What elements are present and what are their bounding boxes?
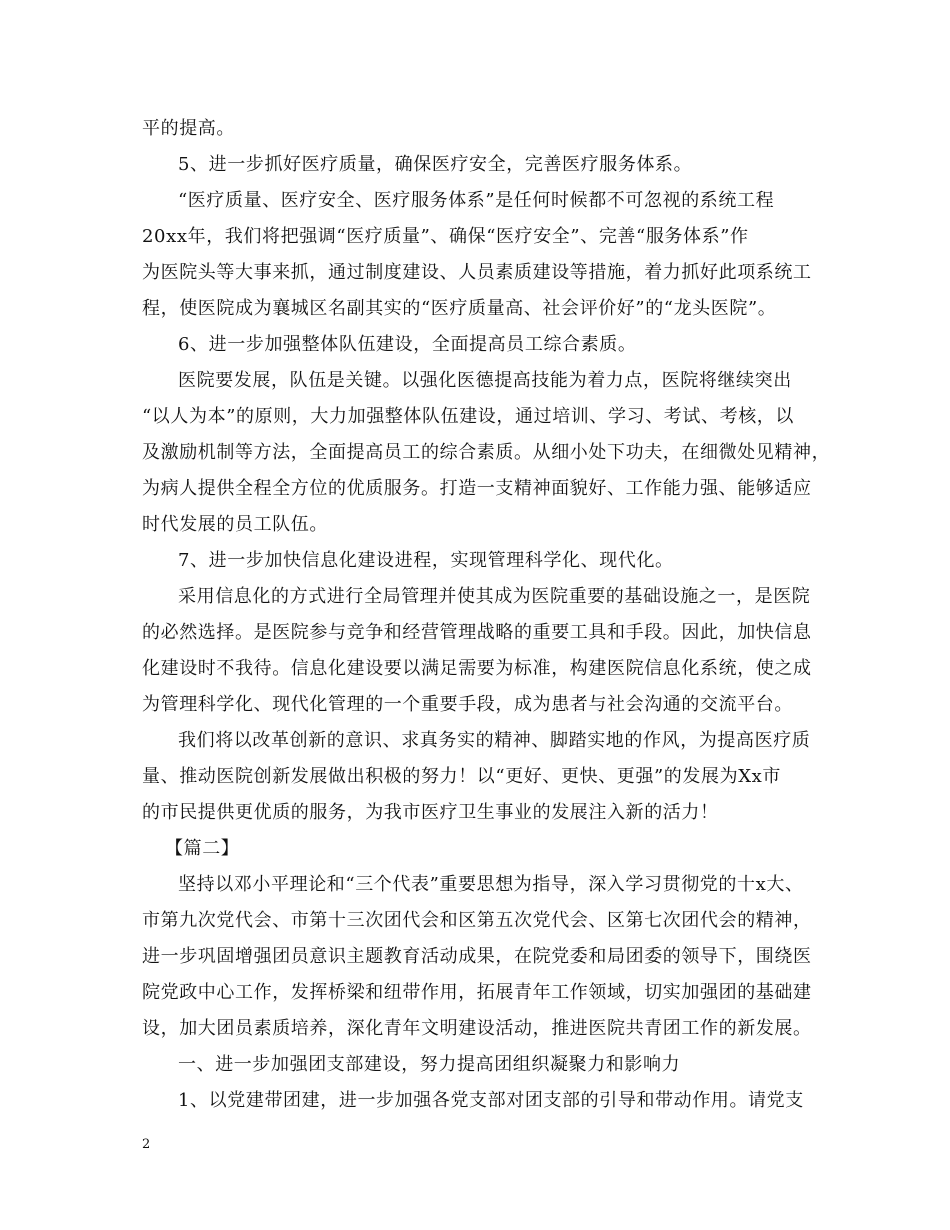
text-line: “医疗质量、医疗安全、医疗服务体系”是任何时候都不可忽视的系统工程 xyxy=(178,190,775,211)
text-line: 程，使医院成为襄城区名副其实的“医疗质量高、社会评价好”的“龙头医院”。 xyxy=(142,298,777,319)
text-line: 采用信息化的方式进行全局管理并使其成为医院重要的基础设施之一，是医院 xyxy=(178,586,811,607)
text-line: “以人为本”的原则，大力加强整体队伍建设，通过培训、学习、考试、考核，以 xyxy=(142,406,795,427)
text-line: 平的提高。 xyxy=(142,118,235,139)
text-line: 为管理科学化、现代化管理的一个重要手段，成为患者与社会沟通的交流平台。 xyxy=(142,694,793,715)
text-line: 我们将以改革创新的意识、求真务实的精神、脚踏实地的作风，为提高医疗质 xyxy=(178,730,811,751)
text-line: 医院要发展，队伍是关键。以强化医德提高技能为着力点，医院将继续突出 xyxy=(178,370,792,391)
text-line: 设，加大团员素质培养，深化青年文明建设活动，推进医院共青团工作的新发展。 xyxy=(142,1018,812,1039)
text-line: 市第九次党代会、市第十三次团代会和区第五次党代会、区第七次团代会的精神， xyxy=(142,910,812,931)
text-line: 时代发展的员工队伍。 xyxy=(142,514,328,535)
section-heading-5: 5、进一步抓好医疗质量，确保医疗安全，完善医疗服务体系。 xyxy=(178,154,693,175)
text-line: 的市民提供更优质的服务，为我市医疗卫生事业的发展注入新的活力！ xyxy=(142,802,719,823)
text-line: 化建设时不我待。信息化建设要以满足需要为标准，构建医院信息化系统，使之成 xyxy=(142,658,812,679)
text-line: 进一步巩固增强团员意识主题教育活动成果，在院党委和局团委的领导下，围绕医 xyxy=(142,946,812,967)
text-line: 为病人提供全程全方位的优质服务。打造一支精神面貌好、工作能力强、能够适应 xyxy=(142,478,812,499)
text-line: 20xx年，我们将把强调“医疗质量”、确保“医疗安全”、完善“服务体系”作 xyxy=(142,226,749,247)
text-line: 及激励机制等方法，全面提高员工的综合素质。从细小处下功夫，在细微处见精神， xyxy=(142,442,831,463)
section-heading-1: 一、进一步加强团支部建设，努力提高团组织凝聚力和影响力 xyxy=(178,1054,681,1075)
part-heading: 【篇二】 xyxy=(165,838,240,859)
text-line: 1、以党建带团建，进一步加强各党支部对团支部的引导和带动作用。请党支 xyxy=(178,1090,804,1111)
section-heading-7: 7、进一步加快信息化建设进程，实现管理科学化、现代化。 xyxy=(178,550,674,571)
text-line: 院党政中心工作，发挥桥梁和纽带作用，拓展青年工作领域，切实加强团的基础建 xyxy=(142,982,812,1003)
text-line: 的必然选择。是医院参与竞争和经营管理战略的重要工具和手段。因此，加快信息 xyxy=(142,622,812,643)
text-line: 为医院头等大事来抓，通过制度建设、人员素质建设等措施，着力抓好此项系统工 xyxy=(142,262,812,283)
text-line: 量、推动医院创新发展做出积极的努力！以“更好、更快、更强”的发展为Xx市 xyxy=(142,766,781,787)
page-number: 2 xyxy=(142,1137,151,1152)
section-heading-6: 6、进一步加强整体队伍建设，全面提高员工综合素质。 xyxy=(178,334,637,355)
text-line: 坚持以邓小平理论和“三个代表”重要思想为指导，深入学习贯彻党的十x大、 xyxy=(178,874,804,895)
